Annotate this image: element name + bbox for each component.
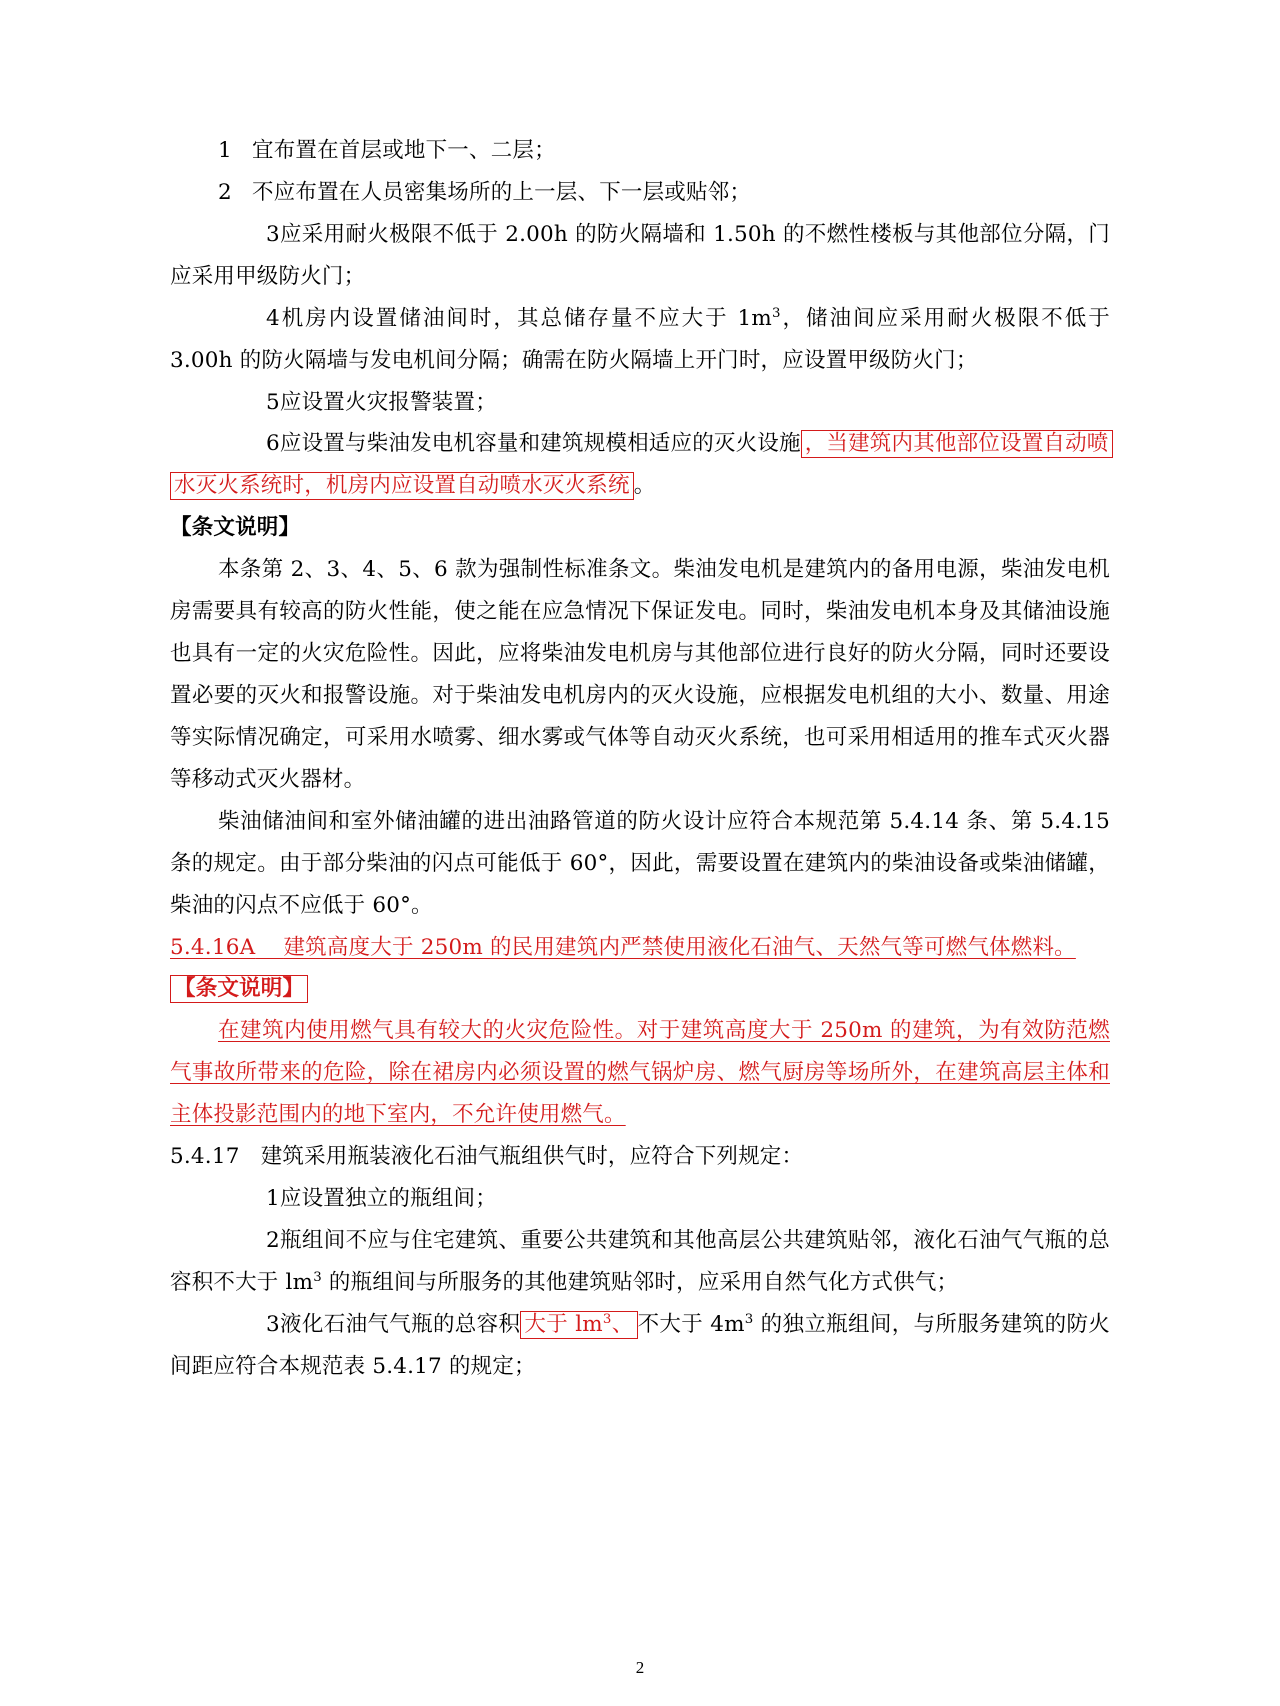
list-item-text-part1: 瓶组间不应与住宅建筑、重要公共建筑和其他高层公共建筑贴邻，液化石油气气瓶的总容积不大于 lm	[170, 1227, 1110, 1295]
list-item-text-mid: 不大于 4m	[637, 1311, 745, 1337]
list-item-text-after: 。	[633, 473, 656, 499]
document-body	[170, 130, 1110, 1388]
explanation-label-boxed: 【条文说明】	[170, 975, 308, 1003]
page-number: 2	[635, 1658, 645, 1677]
list-item	[170, 1220, 1110, 1304]
explanation-paragraph: 柴油储油间和室外储油罐的进出油路管道的防火设计应符合本规范第 5.4.14 条、第 5.4.15 条的规定。由于部分柴油的闪点可能低于 60°，因此，需要设置在建筑内的柴油设备或柴油储罐，柴油的闪点不应低于 60°。	[170, 808, 1110, 918]
list-item-number: 6	[266, 431, 280, 457]
superscript-unit: 3	[744, 1311, 754, 1327]
revision-text-part1: 大于 lm	[524, 1311, 603, 1337]
list-item-number: 3	[266, 221, 280, 247]
list-item-text-part1: 机房内设置储油间时，其总储存量不应大于 1m	[279, 305, 772, 331]
list-item-number: 5	[266, 389, 280, 415]
list-item-text-after: 的独立瓶组间，与所服务建筑的防火间距应符合本规范表 5.4.17 的规定；	[170, 1311, 1111, 1379]
explanation-label	[170, 968, 1110, 1010]
list-item	[170, 423, 1110, 507]
list-item	[170, 130, 1110, 172]
clause-number: 5.4.16A	[170, 934, 256, 960]
list-item	[170, 214, 1110, 298]
list-item	[170, 172, 1110, 214]
list-item-text: 不应布置在人员密集场所的上一层、下一层或贴邻；	[252, 179, 752, 205]
list-item-text: 宜布置在首层或地下一、二层；	[252, 138, 556, 163]
list-item	[170, 298, 1110, 382]
list-item-number: 2	[266, 1227, 280, 1253]
clause-number: 5.4.17	[170, 1144, 240, 1170]
clause-5-4-16A	[170, 927, 1110, 969]
explanation-text: 在建筑内使用燃气具有较大的火灾危险性。对于建筑高度大于 250m 的建筑，为有效防范燃气事故所带来的危险，除在裙房内必须设置的燃气锅炉房、燃气厨房等场所外，在建筑高层主体和主体投影范围内的地下室内，不允许使用燃气。	[170, 1018, 1110, 1128]
list-item-number: 2	[218, 179, 232, 205]
superscript-unit: 3	[313, 1269, 322, 1285]
revision-boxed-text: ，当建筑内其他部位设置自动喷水灭火系统时，机房内应设置自动喷水灭火系统	[170, 430, 1113, 500]
clause-5-4-17	[170, 1136, 1110, 1178]
explanation-paragraph	[170, 1010, 1110, 1136]
list-item-text-before: 应设置与柴油发电机容量和建筑规模相适应的灭火设施	[279, 431, 801, 457]
list-item-number: 1	[266, 1186, 280, 1212]
clause-text: 建筑高度大于 250m 的民用建筑内严禁使用液化石油气、天然气等可燃气体燃料。	[283, 934, 1076, 960]
explanation-paragraph: 本条第 2、3、4、5、6 款为强制性标准条文。柴油发电机是建筑内的备用电源，柴油发电机房需要具有较高的防火性能，使之能在应急情况下保证发电。同时，柴油发电机本身及其储油设施也具有一定的火灾危险性。因此，应将柴油发电机房与其他部位进行良好的防火分隔，同时还要设置必要的灭火和报警设施。对于柴油发电机房内的灭火设施，应根据发电机组的大小、数量、用途等实际情况确定，可采用水喷雾、细水雾或气体等自动灭火系统，也可采用相适用的推车式灭火器等移动式灭火器材。	[170, 557, 1110, 792]
list-item	[170, 382, 1110, 424]
revision-text-part2: 、	[611, 1311, 634, 1337]
list-item	[170, 1178, 1110, 1220]
list-item-number: 3	[266, 1311, 280, 1337]
list-item-text: 应设置独立的瓶组间；	[279, 1186, 497, 1212]
list-item-text: 应设置火灾报警装置；	[279, 389, 497, 415]
list-item-number: 1	[218, 138, 232, 163]
list-item-text-part2: 的瓶组间与所服务的其他建筑贴邻时，应采用自然气化方式供气；	[321, 1269, 959, 1295]
superscript-unit: 3	[602, 1311, 612, 1327]
list-item	[170, 1304, 1110, 1388]
superscript-unit: 3	[771, 305, 781, 321]
explanation-label: 【条文说明】	[170, 515, 301, 541]
list-item-number: 4	[266, 305, 280, 331]
list-item-text-before: 液化石油气气瓶的总容积	[279, 1311, 521, 1337]
list-item-text: 应采用耐火极限不低于 2.00h 的防火隔墙和 1.50h 的不燃性楼板与其他部位分隔，门应采用甲级防火门；	[170, 221, 1110, 289]
list-item-text-part2: ，储油间应采用耐火极限不低于 3.00h 的防火隔墙与发电机间分隔；确需在防火隔墙上开门时，应设置甲级防火门；	[170, 305, 1110, 373]
revision-boxed-text	[520, 1311, 637, 1339]
clause-text: 建筑采用瓶装液化石油气瓶组供气时，应符合下列规定：	[260, 1144, 804, 1170]
